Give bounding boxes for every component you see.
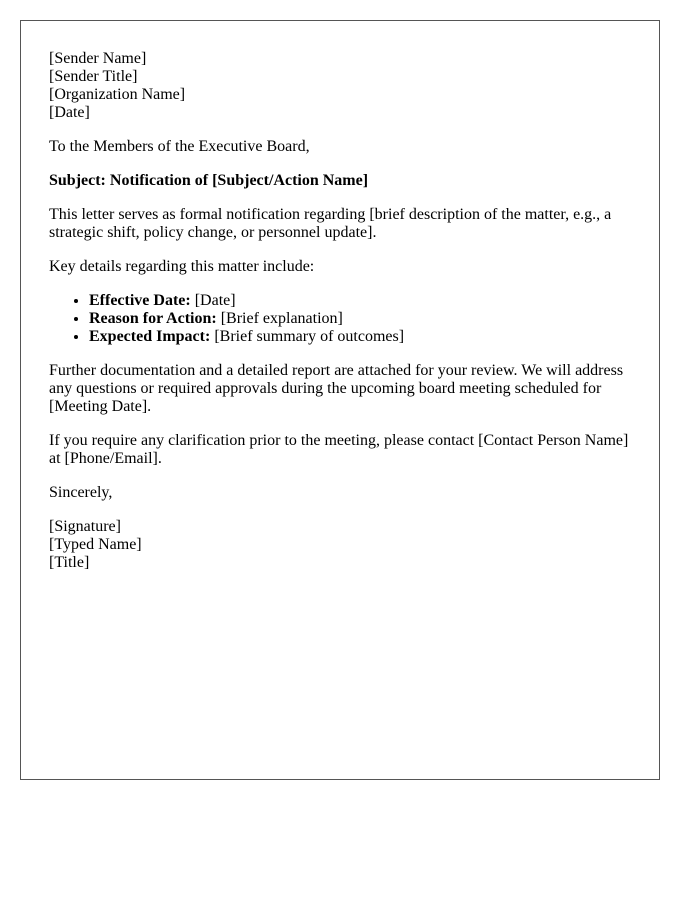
- detail-term: Effective Date:: [89, 292, 191, 309]
- intro-paragraph: This letter serves as formal notification regarding [brief description of the matter, e.g., a strategic shift, policy change, or personnel update].: [49, 206, 612, 241]
- list-item: [89, 292, 631, 310]
- contact-paragraph: If you require any clarification prior to the meeting, please contact [Contact Person Name] at [Phone/Email].: [49, 432, 629, 467]
- letter-date: [Date]: [49, 104, 90, 121]
- detail-value: [Brief explanation]: [216, 310, 343, 327]
- letter-page: [20, 20, 660, 780]
- sender-title: [Sender Title]: [49, 68, 138, 85]
- details-intro: Key details regarding this matter include:: [49, 258, 315, 275]
- sender-block: [49, 50, 631, 122]
- signature-block: [49, 518, 631, 572]
- detail-value: [Date]: [190, 292, 236, 309]
- detail-term: Reason for Action:: [89, 310, 217, 327]
- closing: Sincerely,: [49, 484, 113, 501]
- subject-line: Subject: Notification of [Subject/Action Name]: [49, 172, 369, 189]
- salutation: To the Members of the Executive Board,: [49, 138, 310, 155]
- organization-name: [Organization Name]: [49, 86, 186, 103]
- documentation-paragraph: Further documentation and a detailed report are attached for your review. We will address any questions or required approvals during the upcoming board meeting scheduled for [Meeting Date].: [49, 362, 624, 415]
- signer-title: [Title]: [49, 554, 90, 571]
- list-item: [89, 328, 631, 346]
- detail-value: [Brief summary of outcomes]: [210, 328, 405, 345]
- sender-name: [Sender Name]: [49, 50, 147, 67]
- typed-name: [Typed Name]: [49, 536, 142, 553]
- list-item: [89, 310, 631, 328]
- details-list: [49, 292, 631, 346]
- detail-term: Expected Impact:: [89, 328, 211, 345]
- signature: [Signature]: [49, 518, 121, 535]
